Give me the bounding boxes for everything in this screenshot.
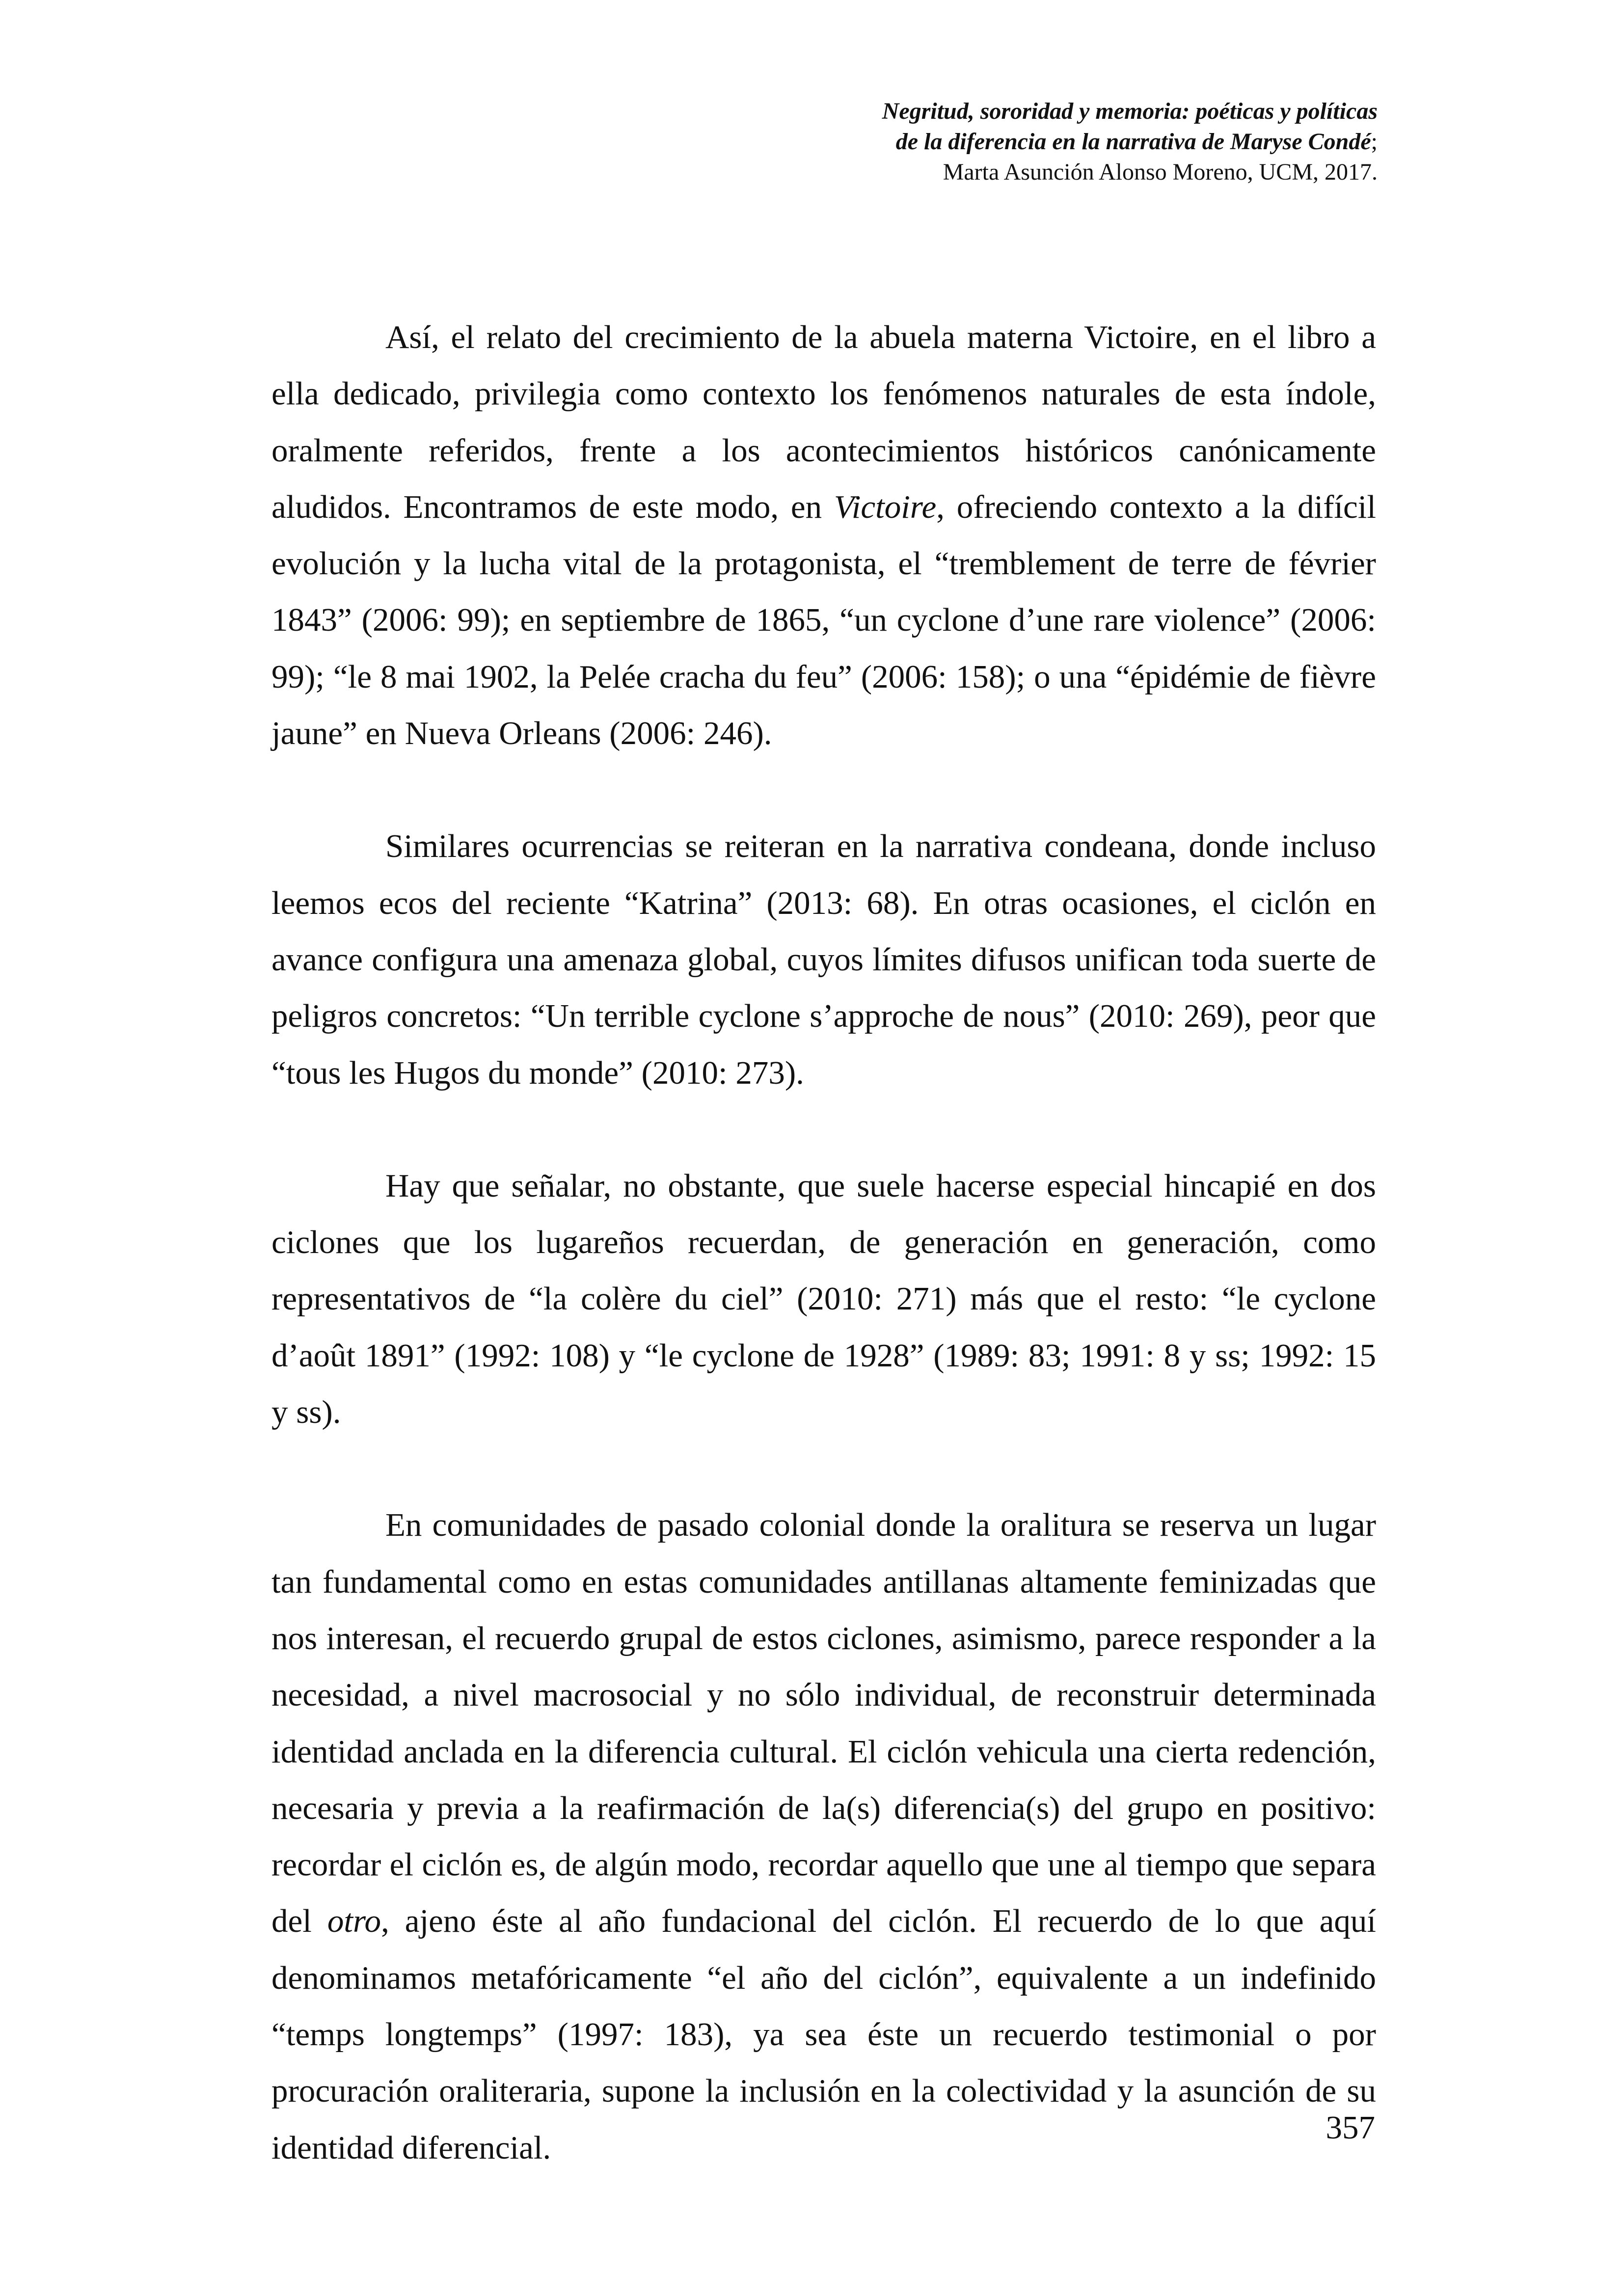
paragraph-1 — [271, 309, 1376, 762]
running-header — [445, 96, 1378, 187]
body-text — [271, 309, 1376, 2176]
paragraph-4-part-a: En comunidades de pasado colonial donde la oralitura se reserva un lugar tan fundamental como en estas comunidades antillanas altamente feminizadas que nos interesan, el recuerdo grupal de estos ciclones, asimismo, parece responder a la necesidad, a nivel macrosocial y no sólo individual, de reconstruir determinada identidad anclada en la diferencia cultural. El ciclón vehicula una cierta redención, necesaria y previa a la reafirmación de la(s) diferencia(s) del grupo en positivo: recordar el ciclón es, de algún modo, recordar aquello que une al tiempo que separa del — [271, 1507, 1376, 1940]
paragraph-4-part-b: , ajeno éste al año fundacional del ciclón. El recuerdo de lo que aquí denominamos metafóricamente “el año del ciclón”, equivalente a un indefinido “temps longtemps” (1997: 183), ya sea éste un recuerdo testimonial o por procuración oraliteraria, supone la inclusión en la colectividad y la asunción de su identidad diferencial. — [271, 1903, 1376, 2166]
header-title-line-2-text: de la diferencia en la narrativa de Maryse Condé — [895, 129, 1371, 155]
paragraph-1-part-a: Así, el relato del crecimiento de la abuela materna Victoire, en el libro a ella dedicado, privilegia como contexto los fenómenos naturales de esta índole, oralmente referidos, frente a los acontecimientos históricos canónicamente aludidos. Encontramos de este modo, en — [271, 319, 1376, 525]
paragraph-4 — [271, 1497, 1376, 2176]
paragraph-4-italic-word: otro — [327, 1903, 381, 1940]
header-title-line-2-punct: ; — [1371, 129, 1378, 155]
paragraph-1-italic-title: Victoire — [834, 488, 937, 525]
header-author-line: Marta Asunción Alonso Moreno, UCM, 2017. — [943, 159, 1378, 185]
page-number: 357 — [1325, 2109, 1375, 2146]
paragraph-2: Similares ocurrencias se reiteran en la narrativa condeana, donde incluso leemos ecos del reciente “Katrina” (2013: 68). En otras ocasiones, el ciclón en avance configura una amenaza global, cuyos límites difusos unifican toda suerte de peligros concretos: “Un terrible cyclone s’approche de nous” (2010: 269), peor que “tous les Hugos du monde” (2010: 273). — [271, 828, 1376, 1091]
header-title-line-1: Negritud, sororidad y memoria: poéticas y políticas — [882, 98, 1378, 124]
paragraph-1-part-b: , ofreciendo contexto a la difícil evolución y la lucha vital de la protagonista, el “tremblement de terre de février 1843” (2006: 99); en septiembre de 1865, “un cyclone d’une rare violence” (2006: 99); “le 8 mai 1902, la Pelée cracha du feu” (2006: 158); o una “épidémie de fièvre jaune” en Nueva Orleans (2006: 246). — [271, 488, 1376, 752]
paragraph-3: Hay que señalar, no obstante, que suele hacerse especial hincapié en dos ciclones que los lugareños recuerdan, de generación en generación, como representativos de “la colère du ciel” (2010: 271) más que el resto: “le cyclone d’août 1891” (1992: 108) y “le cyclone de 1928” (1989: 83; 1991: 8 y ss; 1992: 15 y ss). — [271, 1167, 1376, 1431]
header-title-line-2 — [445, 127, 1378, 157]
